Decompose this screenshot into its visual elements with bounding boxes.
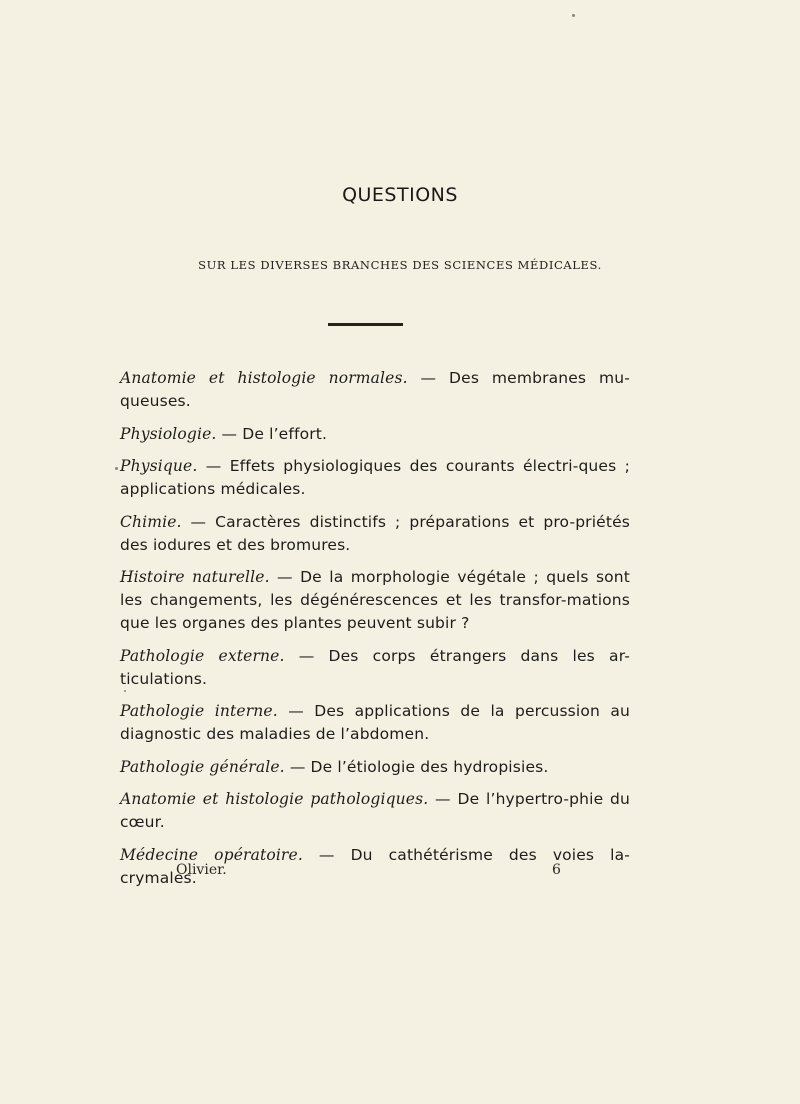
entry-text: — Effets physiologiques des courants électri-ques ; applications médicales.	[120, 457, 630, 498]
entry-label: Anatomie et histologie normales.	[120, 369, 408, 387]
paper-speck	[572, 14, 575, 17]
question-entry	[120, 645, 630, 691]
question-entry	[120, 367, 630, 413]
question-entry	[120, 700, 630, 746]
entry-text: — Caractères distinctifs ; préparations et pro-priétés des iodures et des bromures.	[120, 512, 630, 554]
question-entry	[120, 756, 630, 779]
question-entry	[120, 566, 630, 635]
entry-label: Anatomie et histologie pathologiques.	[120, 790, 429, 808]
entry-label: Médecine opératoire.	[120, 845, 303, 864]
paper-speck	[115, 467, 118, 470]
question-entry	[120, 455, 630, 501]
entry-text: — De l’effort.	[216, 424, 328, 443]
entry-label: Pathologie générale.	[120, 757, 285, 776]
page-subtitle: SUR LES DIVERSES BRANCHES DES SCIENCES MÉDICALES.	[198, 258, 602, 272]
entry-label: Pathologie externe.	[120, 646, 285, 665]
entry-label: Histoire naturelle.	[120, 568, 270, 586]
entry-text: — De la morphologie végétale ; quels sont les changements, les dégénérescences et les transfor-mations que les organes des plantes peuvent subir ?	[120, 568, 630, 632]
entry-text: — De l’étiologie des hydropisies.	[284, 757, 549, 776]
entry-label: Chimie.	[120, 512, 182, 531]
entry-text: — Des applications de la percussion au diagnostic des maladies de l’abdomen.	[120, 702, 630, 743]
signature-mark: 6	[552, 862, 561, 878]
entry-text: — Des corps étrangers dans les ar-ticulations.	[120, 646, 630, 688]
title-divider	[328, 323, 403, 326]
question-entry	[120, 511, 630, 557]
paper-speck	[124, 690, 126, 692]
entry-label: Physique.	[120, 457, 198, 475]
entry-text: — Des membranes mu-queuses.	[120, 369, 630, 410]
page-title: QUESTIONS	[342, 184, 458, 206]
entry-label: Physiologie.	[120, 424, 217, 443]
entry-text: — De l’hypertro-phie du cœur.	[120, 790, 630, 831]
entry-text: — Du cathétérisme des voies la-crymales.	[120, 845, 630, 887]
entry-label: Pathologie interne.	[120, 702, 278, 720]
footer-author: Olivier.	[176, 862, 227, 878]
question-entry	[120, 423, 630, 446]
questions-list	[120, 367, 630, 899]
question-entry	[120, 788, 630, 834]
